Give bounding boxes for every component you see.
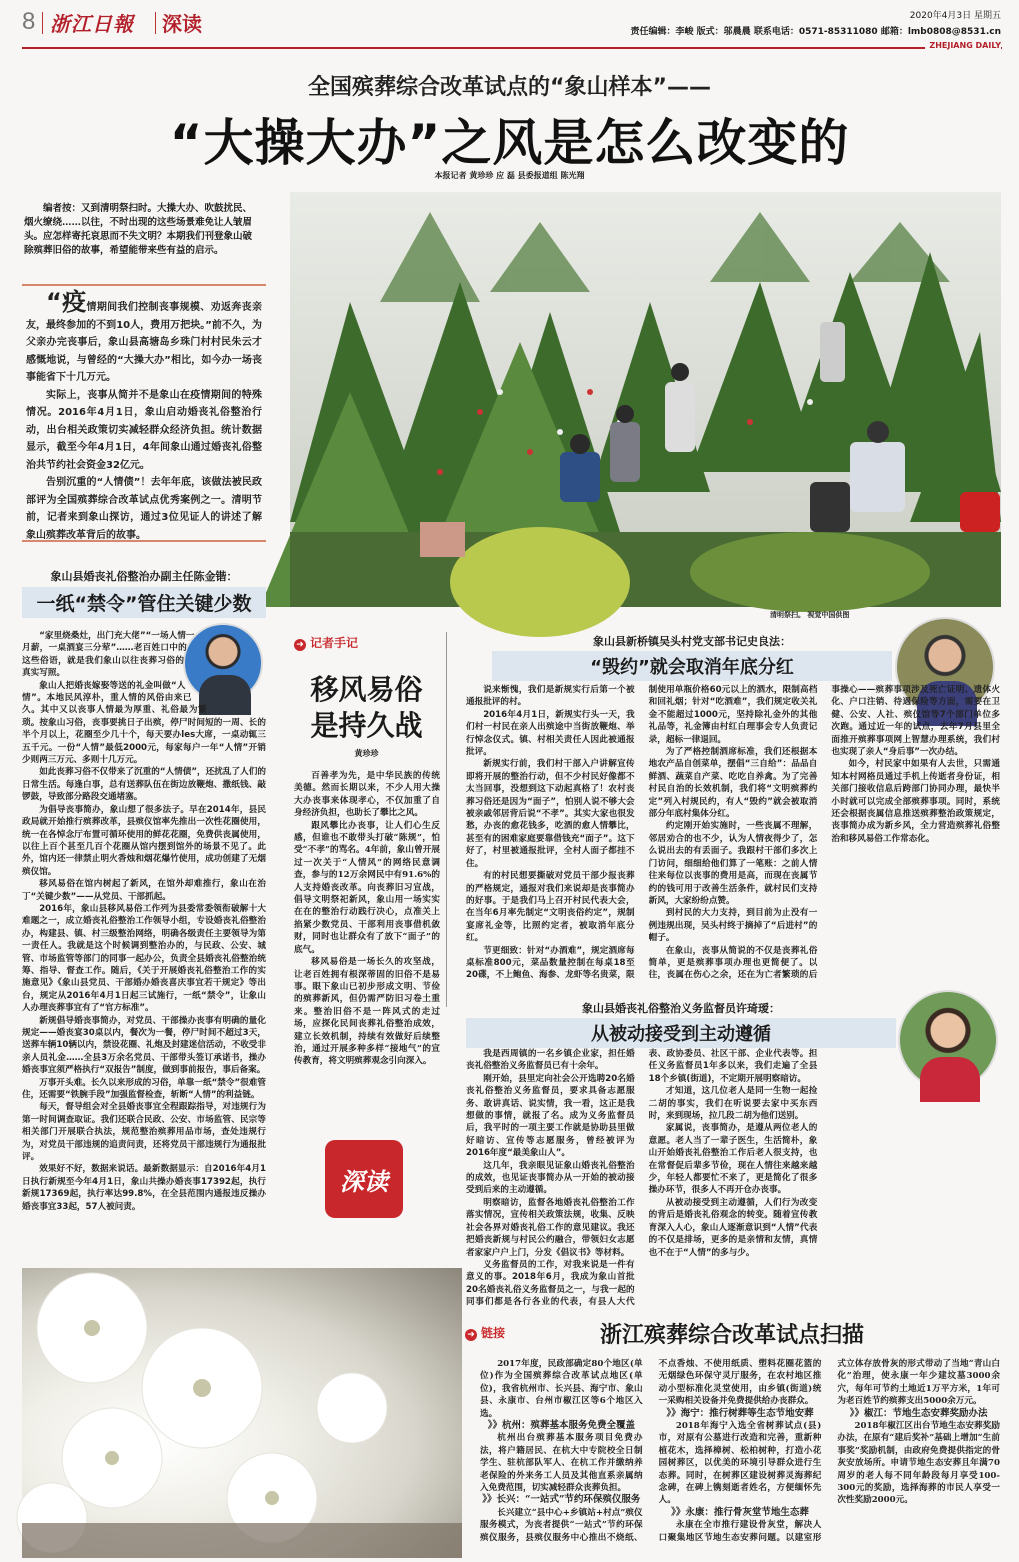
interview-2-body bbox=[466, 684, 1000, 984]
paragraph: 刚开始，县里定向社会公开选聘20名婚丧礼俗整治义务监督员，要求具备志愿服务、敢讲真话、说实情，我一看，这正是我想做的事情，就报了名。成为义务监督员后，我平时的一项主要工作就是协助县里做好暗访、宣传等志愿服务，曾经被评为2016年度“最美象山人”。 bbox=[466, 1073, 635, 1159]
english-name: ZHEJIANG DAILY bbox=[925, 41, 1001, 50]
photo-caption: 清明祭扫。 视觉中国供图 bbox=[770, 611, 850, 619]
paragraph: 在象山，丧事从简说的不仅是丧葬礼俗简单，更是殡葬事项办理也更简便了。以往，丧属在伤心之余，还在为亡者繁琐的后事操心——殡葬事项涉及死亡证明、遗体火化、户口注销、待遇保险等方面，需要在卫健、公安、人社、殡仪馆等7个部门单位多次跑。通过近一年的试点，去年7月县里全面推开殡葬事项网上智慧办理系统，我们村也实现了亲人“身后事”一次办结。 bbox=[648, 685, 1000, 981]
paragraph: 象山人把婚丧嫁娶等送的礼金叫做“人情”。本地民风淳朴，重人情的风俗由来已久。其中又以丧事人情最为厚重、礼俗最为繁琐。按象山习俗，丧事要挑日子出殡，停尸时间短的一周、长的半个月以上，花圈至少几十个，每天要办les大席，一桌动辄三五千元。一份“人情”最低2000元，每家每户一年“人情”开销少则两三万元、多则十几万元。 bbox=[22, 680, 266, 766]
arrow-icon: ➜ bbox=[294, 639, 306, 651]
cemetery-trees-photo bbox=[290, 192, 1001, 607]
arrow-icon: ➜ bbox=[465, 1329, 477, 1341]
item-heading: 》》长兴：“一站式”节约环保殡仪服务 bbox=[482, 1494, 641, 1506]
paragraph: 2016年4月1日，新规实行头一天，我们村一村民在亲人出殡途中当街放鞭炮、举行悼念仪式。镇、村相关责任人因此被通报批评。 bbox=[466, 709, 635, 758]
paragraph: 如此丧葬习俗不仅带来了沉重的“人情债”，还扰乱了人们的日常生活。每逢白事，总有送葬队伍在街边放鞭炮、撒纸钱、敲锣鼓，导致部分路段交通堵塞。 bbox=[22, 767, 266, 803]
byline: 本报记者 黄珍珍 应 磊 县委报道组 陈光翔 bbox=[434, 171, 585, 180]
paragraph: 永康在全市推行建设骨灰堂，解决人口聚集地区节地生态安葬问题。以建室形式立体存放骨灰的形式带动了当地“青山白化”治理，使永康一年少建坟墓3000余穴，每年可节约土地近1万平方米，1年可为老百姓节约殡葬支出5000余万元。 bbox=[658, 1359, 1000, 1543]
paragraph: 移风易俗是一场长久的攻坚战，让老百姓拥有根深蒂固的旧俗不是易事。眼下象山已初步形成文明、节俭的殡葬新风，但仍需严防旧习卷土重来。整治旧俗不是一阵风式的走过场，应探化民间丧葬礼俗整治成效，建立长效机制，持续有效做好后续整治，通过开展多种多样“接地气”的宣传教育，将文明殡葬观念引向深入。 bbox=[294, 957, 440, 1067]
paragraph: 跟风攀比办丧事，让人们心生反感，但谁也不敢带头打破“陈规”，怕受“不孝”的骂名。4年前，象山曾开展过一次关于“人情风”的网络民意调查，参与的12万余网民中有91.6%的人支持婚丧改革。向丧葬旧习宣战，倡导文明祭祀新风，象山用一场实实在在的整治行动践行决心，点准关上掐紧少数党员、干部利用丧事借机敛财，同时也让群众有了放下“面子”的底气。 bbox=[294, 820, 440, 955]
editor-info: 责任编辑：李峻 版式：邬晨晨 联系电话：0571-85311080 邮箱：lmb0808@8531.cn bbox=[630, 27, 1001, 37]
reporter-note-tag bbox=[294, 632, 358, 651]
lead-box bbox=[22, 284, 266, 542]
divider bbox=[155, 12, 156, 34]
reporter-note-body bbox=[294, 770, 440, 1067]
paragraph: 万事开头难。长久以来形成的习俗，单靠一纸“禁令”很难管住，还需要“铁腕手段”加强监督检查，斩断“人情”的利益链。 bbox=[22, 1077, 266, 1101]
paragraph: 新规倡导婚丧事简办，对党员、干部操办丧事有明确的量化规定——婚丧宴30桌以内，餐次为一餐，停尸时间不超过3天，送葬车辆10辆以内，禁设花圈、礼炮及封建迷信活动，不收受非亲人员礼金……全县3万余名党员、干部带头签订承诺书，操办婚丧事宜须严格执行“双报告”制度，做到事前报告，事后备案。 bbox=[22, 1015, 266, 1076]
paragraph: 明察暗访，监督各地婚丧礼俗整治工作落实情况，宣传相关政策法规，收集、反映社会各界对婚丧礼俗工作的意见建议。我还把婚丧新规与村民公约融合，带领妇女志愿者家家户户上门，分发《倡议书》等材料。 bbox=[466, 1197, 635, 1258]
paragraph: 移风易俗在馆内树起了新风，在馆外却难推行，象山在治丁“关键少数”——从党员、干部抓起。 bbox=[22, 879, 266, 902]
paragraph: 效果好不好，数据来说话。最新数据显示：自2016年4月1日执行新规至今年4月1日，象山共操办婚丧事17392起，执行新规17369起，执行率达99.8%，在全县范围内通报违反操办婚丧事宜33起，57人被问责。 bbox=[22, 1164, 266, 1212]
interview-1-header bbox=[22, 568, 266, 618]
paragraph: 到村民的大力支持，到目前为止没有一例违规出现，吴头村终于摘掉了“后进村”的帽子。 bbox=[648, 908, 818, 944]
editor-note: 编者按：又到清明祭扫时。大操大办、吹鼓扰民、烟火缭绕……以往，不时出现的这些场景难免让人皱眉头。应怎样寄托哀思而不失文明？本期我们刊登象山破除殡葬旧俗的故事，希望能带来些有益的启示。 bbox=[24, 203, 253, 256]
title-line: 是持久战 bbox=[310, 709, 423, 742]
link-body bbox=[480, 1358, 1000, 1556]
item-heading: 》》永康：推行骨灰堂节地生态葬 bbox=[671, 1506, 809, 1518]
paragraph: 为倡导丧事简办，象山想了很多法子。早在2014年，县民政局就开始推行殡葬改革，县殡仪馆率先推出一次性花圈使用，统一在各悼念厅布置可循环使用的鲜花花圈，免费供丧属使用，以往上百个甚至几百个花圈从馆内摆到馆外的场景不见了。此外，馆内还一律禁止明火香烛和烟花爆竹使用，成功创建了无烟殡仪馆。 bbox=[22, 804, 266, 877]
interview-title: 一纸“禁令”管住关键少数 bbox=[22, 587, 266, 618]
drop-cap: “疫 bbox=[46, 288, 87, 316]
paragraph: 杭州出台殡葬基本服务项目免费办法，将户籍居民、在杭大中专院校全日制学生、驻杭部队军人、在杭工作并缴纳养老保险的外来务工人员及其他直系亲属纳入免费范围，切实减轻群众丧葬负担。 bbox=[480, 1433, 643, 1494]
lead-paragraph: “疫情期间我们控制丧事规模、劝返奔丧亲友，最终参加的不到10人，费用万把块。”前不久，为父亲办完丧事后，象山县高塘岛乡珠门村村民朱云才感慨地说，与曾经的“大操大办”相比，如今办一场丧事能省下十几万元。 bbox=[26, 288, 262, 383]
interview-speaker: 象山县婚丧礼俗整治义务监督员许琦瑷： bbox=[582, 1002, 780, 1015]
paragraph: 说来惭愧，我们是新规实行后第一个被通报批评的村。 bbox=[466, 685, 635, 708]
white-flowers bbox=[22, 1268, 462, 1558]
title-line: 移风易俗 bbox=[310, 673, 423, 706]
column-rule bbox=[446, 632, 447, 1007]
item-heading: 》》杭州：殡葬基本服务免费全覆盖 bbox=[487, 1420, 635, 1432]
paragraph: 百善孝为先，是中华民族的传统美德。然而长期以来，不少人用大操大办丧事来体现孝心，不仅加重了自身经济负担，也助长了攀比之风。 bbox=[294, 771, 440, 819]
paragraph: 新规实行前，我们村干部入户讲解宣传即将开展的整治行动，但不少村民好像都不太当回事，没想到这下动起真格了！农村丧葬习俗还是因为“面子”，怕别人说不够大会被亲戚邻居背后说“不孝”。其实大家也很发愁，办丧的愈花钱多，吃酒的愈人情攀比，甚至有的困难家庭要靠借钱充“面子”。这下好了，村里被通报批评，全村人面子都挂不住。 bbox=[466, 759, 635, 869]
tag-label: 链接 bbox=[481, 1326, 506, 1340]
paragraph: 每天，督导组会对全县婚丧事宜全程跟踪指导，对违规行为第一时间调查取证。我们还联合民政、公安、市场监管、民宗等相关部门开展联合执法，规范整治殡葬用品市场，查处违规行为，对党员干部违规的追责问责，还将党员干部违规行为通报批评。 bbox=[22, 1102, 266, 1163]
divider bbox=[42, 12, 43, 34]
section-name: 深读 bbox=[162, 12, 202, 36]
paragraph: 如今，村民家中如果有人去世，只需通知本村网格员通过手机上传逝者身份证，相关部门接收信息后跨部门协同办理，最快半小时就可以完成全部殡葬事项。同时，系统还会根据丧属信息推送殡葬整治政策规定，丧事简办成为新乡风，全力营造殡葬礼俗整治和移风易俗工作常态化。 bbox=[831, 759, 1000, 844]
paragraph: 我是西周镇的一名乡镇企业家，担任婚丧礼俗整治义务监督员已有十余年。 bbox=[466, 1049, 635, 1072]
reporter-note-title bbox=[294, 672, 439, 744]
interview-3-body bbox=[466, 1048, 1000, 1310]
paragraph: 2017年度，民政部确定80个地区(单位)作为全国殡葬综合改革试点地区(单位)，我省杭州市、长兴县、海宁市、象山县、永康市、台州市椒江区等6个地区入选。 bbox=[480, 1359, 643, 1419]
interview-title: 从被动接受到主动遵循 bbox=[466, 1018, 896, 1048]
paragraph: 节更细致：针对“办酒难”，规定酒席每桌标准800元，菜品数量控制在每桌18至20碟，不上鲍鱼、海参、龙虾等名贵菜，限制使用单瓶价格60元以上的酒水，限制高档和回礼烟；针对“吃酒难”，我们规定收关礼金不能超过1000元，坚持除礼金外的其他礼品等，礼金簿由村红白理事会专人负责记录，超标一律退回。 bbox=[466, 685, 818, 981]
paragraph: “家里烧桑灶，出门充大佬”“一场人情一月薪，一桌酒宴三分荤”……老百姓口中的这些俗语，就是我们象山以往丧葬习俗的真实写照。 bbox=[22, 631, 195, 679]
reporter-note-author: 黄珍珍 bbox=[354, 749, 379, 758]
interview-speaker: 象山县新桥镇吴头村党支部书记史良法： bbox=[593, 635, 791, 648]
paragraph: 才知道，这几位老人是同一生物一起捡二胡的事实，我们在听说要去家中买东西时，来到现场，拉几段二胡为他们送别。 bbox=[648, 1086, 818, 1122]
link-tag bbox=[465, 1322, 505, 1341]
lead-paragraph: 告别沉重的“人情债”！去年年底，该做法被民政部评为全国殡葬综合改革试点优秀案例之一。清明节前，记者来到象山探访，通过3位见证人的讲述了解象山殡葬改革背后的故事。 bbox=[26, 477, 262, 541]
lead-paragraph: 实际上，丧事从简并不是象山在疫情期间的特殊情况。2016年4月1日，象山启动婚丧礼俗整治行动，出台相关政策切实减轻群众经济负担。统计数据显示，截至今年4月1日，4年间象山通过婚丧礼俗整治共节约社会资金32亿元。 bbox=[26, 389, 262, 471]
paragraph: 2016年，象山县移风易俗工作列为县委常委领衔破解十大难题之一，成立婚丧礼俗整治工作领导小组，专设婚丧礼俗整治办，构建县、镇、村三级整治网络，明确各级责任主要领导为第一责任人。我就是这个时候调到整治办的，与民政、公安、城管、市场监管等部门的同事一起办公，负责全县婚丧礼俗整治统筹、指导、督查工作。随后，《关于开展婚丧礼俗整治工作的实施意见》《象山县党员、干部婚办婚丧喜庆事宜若干规定》等出台，规定从2016年4月1日起三试施行，一纸“禁令”，让象山人办理丧葬事宜有了“官方标准”。 bbox=[22, 903, 266, 1014]
paragraph: 有的村民想要撕破对党员干部少报丧葬的严格规定，通报对我们来说却是丧事简办的好事。于是我们马上召开村民代表大会，在当年6月率先制定“文明丧俗约定”，规制宴席礼金等，比照约定者，被取消年底分红。 bbox=[466, 871, 635, 944]
header-rule bbox=[22, 47, 1002, 49]
interview-2-header bbox=[492, 633, 892, 681]
tag-label: 记者手记 bbox=[310, 636, 359, 650]
item-heading: 》》海宁：推行树葬等生态节地安葬 bbox=[666, 1407, 814, 1419]
paragraph: 这几年，我亲眼见证象山婚丧礼俗整治的成效，也见证丧事简办从一开始的被动接受到后来的主动遵循。 bbox=[466, 1160, 635, 1196]
issue-date: 2020年4月3日 星期五 bbox=[909, 11, 1001, 21]
paragraph: 义务监督员的工作，对我来说是一件有意义的事。2018年6月，我成为象山首批20名婚丧礼俗义务监督员之一，与我一起的同事们都是各行各业的代表，有县人大代表、政协委员、社区干部、企业代表等。担任义务监督员1年多以来，我们走遍了全县18个乡镇(街道)，不定期开展明察暗访。 bbox=[466, 1049, 818, 1308]
newspaper-logo: 浙江日報 bbox=[50, 12, 134, 36]
interview-1-body bbox=[22, 630, 266, 1265]
paragraph: 2018年海宁入选全省树葬试点(县)市，对原有公墓进行改造和完善，重新种植花木，选择樟树、松柏树种，打造小花园树葬区，以优美的环境引导群众进行生态葬。同时，在树葬区建设树葬灵海葬纪念碑，在碑上镌刻逝者姓名，方便缅怀先人。 bbox=[658, 1421, 822, 1506]
paragraph: 家属说，丧事简办，是遵从两位老人的意愿。老人当了一辈子医生，生活简朴，象山开始婚丧礼俗整治工作后老人很支持，也在常督促后辈多节俭，现在人情往来越来越少，年轻人都要忙不来了，更是简化了很多操办环节，很多人不再开仓办丧事。 bbox=[648, 1123, 818, 1196]
item-heading: 》》椒江：节地生态安葬奖励办法 bbox=[849, 1407, 988, 1419]
main-photo bbox=[290, 192, 1001, 607]
page-number: 8 bbox=[22, 8, 36, 35]
interview-title: “毁约”就会取消年底分红 bbox=[492, 651, 892, 681]
paragraph: 从被动接受到主动遵循，人们行为改变的背后是婚丧礼俗观念的转变。随着宣传教育深入人心，象山人逐渐意识到“人情”代表的不仅是排场，更多的是亲情和友情，真情也不在于“人情”的多与少。 bbox=[648, 1197, 818, 1258]
shendu-logo: 深读 bbox=[325, 1140, 403, 1218]
interview-speaker: 象山县婚丧礼俗整治办副主任陈金锴： bbox=[50, 570, 238, 583]
link-title: 浙江殡葬综合改革试点扫描 bbox=[600, 1323, 865, 1348]
headline-kicker: 全国殡葬综合改革试点的“象山样本”—— bbox=[308, 75, 711, 100]
paragraph: 长兴建立“县中心+乡镇站+村点”殡仪服务模式，为丧者提供“一站式”节约环保殡仪服务，县殡仪服务中心推出不烧纸、不点香烛、不使用纸质、塑料花圈花篮的无烟绿色环保守灵厅服务，在农村地区推动小型标准化灵堂使用，由乡镇(街道)统一采购相关设备并免费提供给办丧群众。 bbox=[480, 1359, 822, 1543]
paragraph: 为了严格控制酒席标准，我们还根据本地农产品自创菜单，摆倡“三自给”：品品自鲜酒、蔬菜自产菜、吃吃自养禽。为了完善村民自治的长效机制，我们将“文明殡葬约定”列入村规民约，有人“毁约”就会被取消部分年底村集体分红。 bbox=[648, 747, 818, 820]
interview-3-header bbox=[466, 1000, 896, 1048]
paragraph: 2018年椒江区出台节地生态安葬奖励办法，在原有“建后奖补”基础上增加“生前事奖”奖励机制，由政府免费提供指定的骨灰安放场所。申请节地生态安葬且年满70周岁的老人每不同年龄段每月享受100-300元的奖励，选择海葬的市民人享受一次性奖励2000元。 bbox=[837, 1421, 1000, 1506]
chrysanthemum-photo bbox=[22, 1268, 462, 1558]
paragraph: 约定刚开始实施时，一些丧属不理解，邻居劝合的也不少，认为人情夜得少了，怎么说出去的有丢面子。我跟村干部们多次上门访问，细细给他们算了一笔账：之前人情往来每位以丧事的费用是高，而现在丧属节约的钱可用于改善生活条件，就村民们支持新风，大家纷纷点赞。 bbox=[648, 821, 818, 906]
headline-title: “大操大办”之风是怎么改变的 bbox=[169, 114, 850, 172]
